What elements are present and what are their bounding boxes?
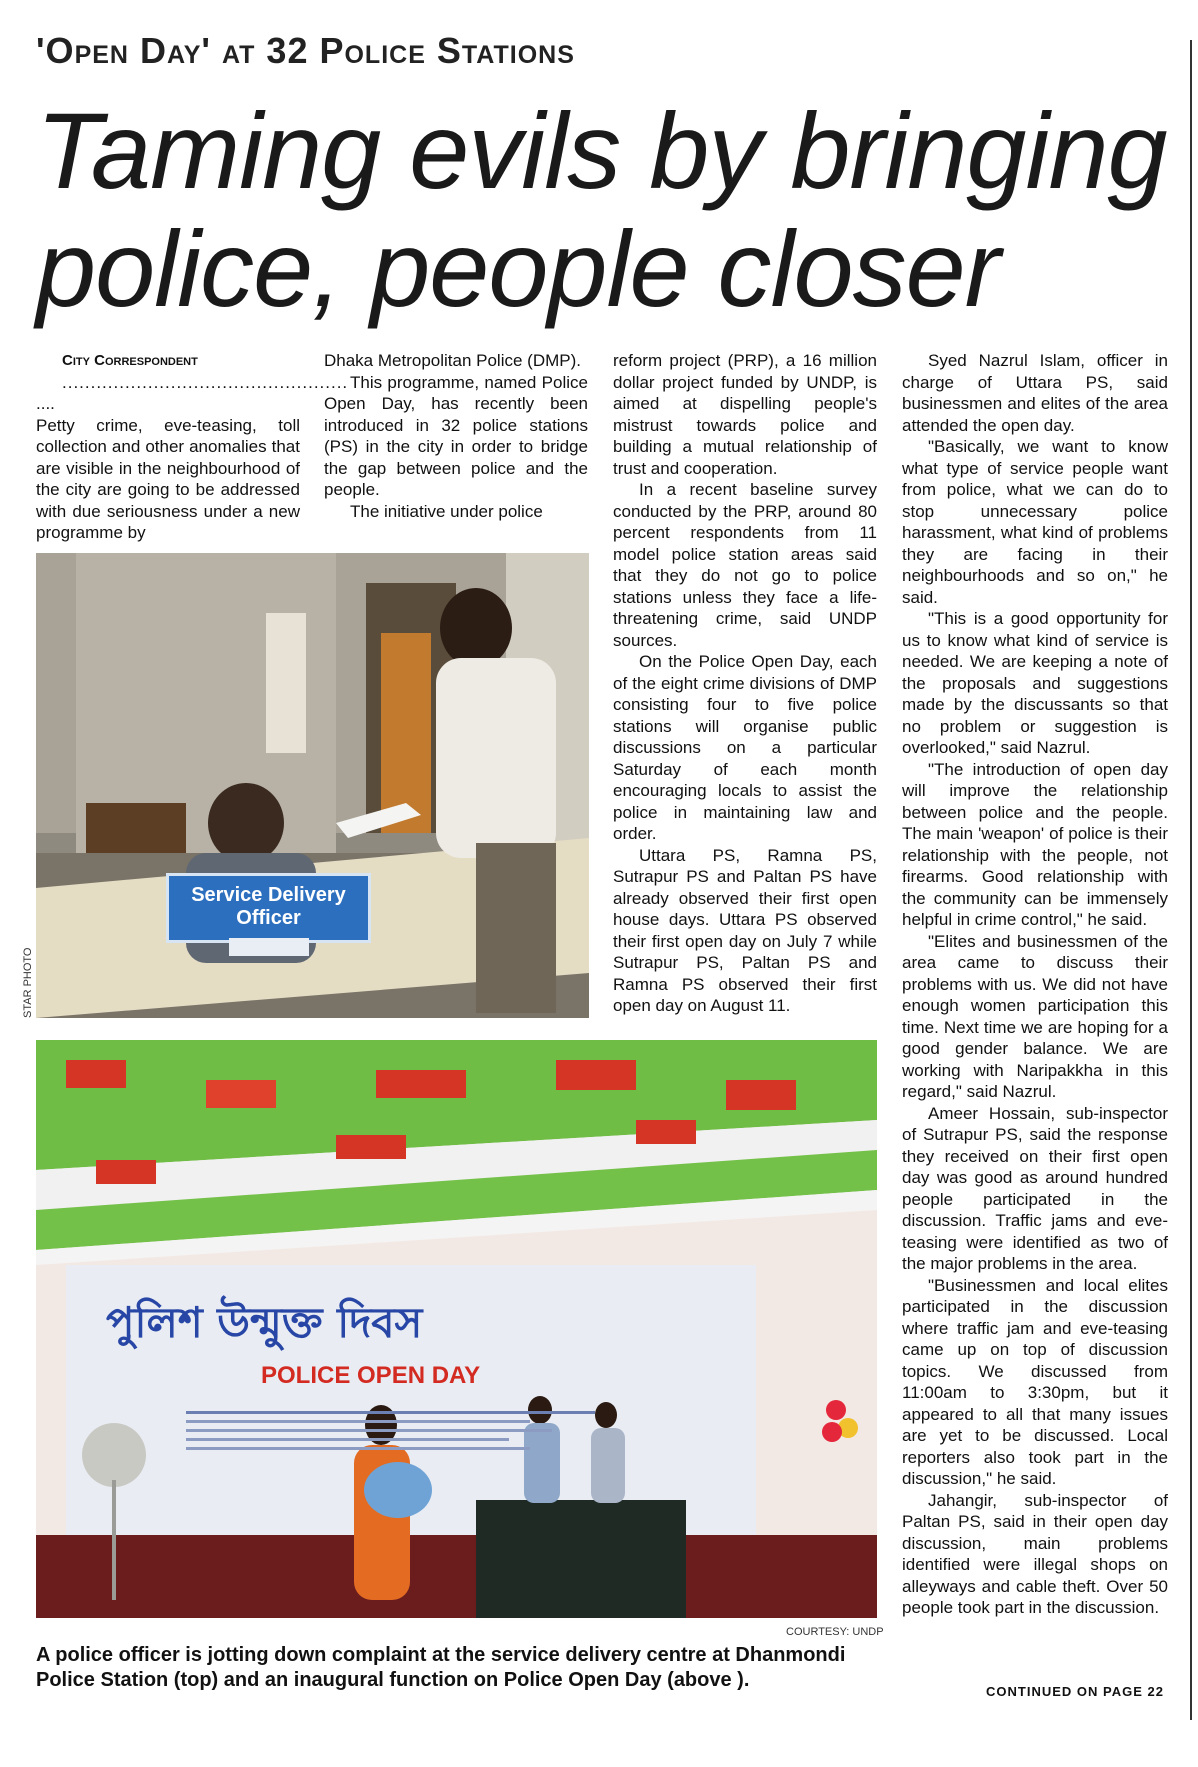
banner-english: POLICE OPEN DAY [261, 1362, 481, 1389]
kicker: 'Open Day' at 32 Police Stations [36, 30, 575, 71]
col3-paragraph-3: On the Police Open Day, each of the eight crime divisions of DMP consisting four to five police stations will organise public discussions on a particular Saturday of each month encouraging locals to assist the police in maintaining law and order. [613, 652, 877, 843]
photo-service-delivery-officer [36, 553, 589, 1018]
col1-paragraph-1: Petty crime, eve-teasing, toll collection and other anomalies that are visible in the neighbourhood of the city are going to be addressed with due seriousness under a new programme by [36, 415, 300, 542]
star-photo-credit: STAR PHOTO [22, 947, 34, 1018]
undp-photo-credit: COURTESY: UNDP [786, 1626, 884, 1638]
byline-dots: .................................................. [62, 372, 349, 392]
col2-paragraph-3: The initiative under police [350, 501, 543, 521]
banner-line-5 [186, 1447, 530, 1450]
photo-caption: A police officer is jotting down complaint at the service delivery centre at Dhanmondi Police Station (top) and an inaugural function on Police Open Day (above ). [36, 1644, 846, 1691]
continued-on-page[interactable]: CONTINUED ON PAGE 22 [986, 1684, 1164, 1699]
col4-paragraph-5: "Elites and businessmen of the area came to discuss their problems with us. We did not have enough women participation this time. Next time we are hoping for a good gender balance. We are working with Naripakkha in this regard," said Nazrul. [902, 931, 1168, 1101]
right-border-rule [1190, 40, 1192, 1720]
photo-police-open-day [36, 1040, 877, 1618]
banner-line-1 [186, 1411, 595, 1414]
col3-paragraph-4: Uttara PS, Ramna PS, Sutrapur PS and Paltan PS have already observed their first open house days. Uttara PS observed their first open day on July 7 while Sutrapur PS, Paltan PS and Ramna PS observed their first open day on August 11. [613, 845, 877, 1015]
photo-1-illustration [36, 553, 589, 1018]
col4-paragraph-3: "This is a good opportunity for us to know what kind of service is needed. We are keeping a note of the proposals and suggestions made by the discussants so that no problem or suggestion is overlooked," said Nazrul. [902, 609, 1168, 757]
banner-bengali: পুলিশ উন্মুক্ত দিবস [106, 1298, 423, 1347]
col4-paragraph-1: Syed Nazrul Islam, officer in charge of Uttara PS, said businessmen and elites of the area attended the open day. [902, 351, 1168, 435]
banner-line-3 [186, 1429, 552, 1432]
headline-line-1: Taming evils by bringing [36, 90, 1167, 211]
headline-line-2: police, people closer [36, 208, 1000, 329]
headline [36, 92, 1176, 328]
name-plate [229, 938, 309, 956]
banner-line-4 [186, 1438, 509, 1441]
service-delivery-sign-text: Service Delivery Officer [191, 884, 346, 929]
col4-paragraph-8: Jahangir, sub-inspector of Paltan PS, said in their open day discussion, main problems identified were illegal shops on alleyways and cable theft. Over 50 people took part in the discussion. [902, 1490, 1168, 1617]
col4-paragraph-4: "The introduction of open day will improve the relationship between police and the people. The main 'weapon' of police is their relationship with the people, not firearms. Good relationship with the community can be immensely helpful in crime control," he said. [902, 759, 1168, 929]
col4-paragraph-2: "Basically, we want to know what type of service people want from police, what we can do to stop unnecessary police harassment, what kind of problems they are facing in their neighbourhoods and so on," he said. [902, 437, 1168, 607]
banner-text-lines [186, 1405, 616, 1456]
column-2 [324, 350, 588, 522]
service-delivery-sign [166, 873, 371, 943]
col4-paragraph-6: Ameer Hossain, sub-inspector of Sutrapur PS, said the response they received on their first open day was good as around hundred people participated in the discussion. Traffic jams and eve-teasing were identified as two of the major problems in the area. [902, 1103, 1168, 1273]
column-4 [902, 350, 1168, 1619]
byline: City Correspondent [62, 352, 198, 369]
byline-dots-2: .... [36, 394, 55, 413]
column-3 [613, 350, 877, 1017]
col3-paragraph-1: reform project (PRP), a 16 million dollar project funded by UNDP, is aimed at dispelling people's mistrust towards police and building a mutual relationship of trust and cooperation. [613, 351, 877, 478]
col2-paragraph-1: Dhaka Metropolitan Police (DMP). [324, 351, 581, 370]
col4-paragraph-7: "Businessmen and local elites participated in the discussion where traffic jam and eve-teasing came up on top of discussion topics. We discussed from 11:00am to 3:30pm, but it appeared to all that many issues are yet to be discussed. Local reporters also took part in the discussion," he said. [902, 1275, 1168, 1488]
col3-paragraph-2: In a recent baseline survey conducted by the PRP, around 80 percent respondents from 11 model police station areas said that they do not go to police stations unless they face a life-threatening crime, said UNDP sources. [613, 480, 877, 650]
col2-paragraph-2: This programme, named Police Open Day, has recently been introduced in 32 police stations (PS) in the city in order to bridge the gap between police and the people. [324, 372, 588, 499]
banner-line-2 [186, 1420, 530, 1423]
column-1 [36, 350, 349, 544]
